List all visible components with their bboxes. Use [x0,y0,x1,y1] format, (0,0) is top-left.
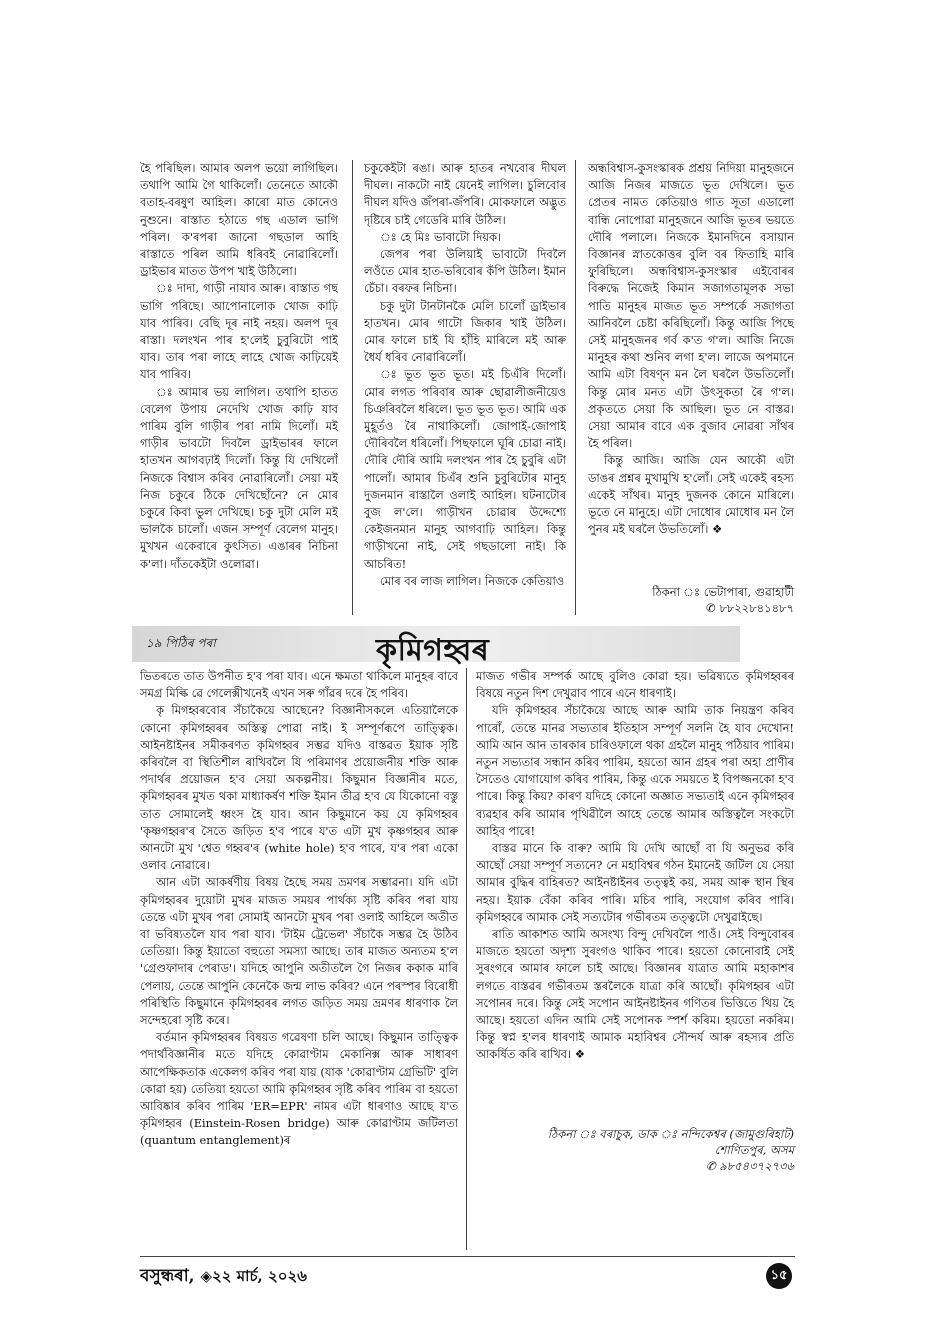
continued-from-label: ১৯ পিঠিৰ পৰা [146,636,216,650]
story2-column-1 [140,668,458,1248]
paragraph: অন্ধবিশ্বাস-কুসংস্কাৰক প্ৰশ্ৰয় নিদিয়া মানুহজনে আজি নিজৰ মাজতে ভূত দেখিলে। ভূত প্ৰেতৰ নামত কেতিয়াও গাত সূতা এডালো বান্ধি নোপোৱা মানুহজনে আজি ভূতৰ ভয়তে দৌৰি পলালে। নিজকে ইমানদিনে বসায়ান বিজ্ঞানৰ স্নাতকোত্তৰ বুলি বৰ ফিতাহি মাৰি ফুৰিছিলে। অন্ধবিশ্বাস-কুসংস্কাৰ এইবোৰৰ বিৰুদ্ধে নিজেই কিমান সজাগতামূলক সভা পাতি মানুহৰ মাজত ভূত সম্পৰ্কে সজাগতা আনিবলৈ চেষ্টা কৰিছিলোঁ। কিন্তু আজি পিছে সেই মানুহজনৰ গৰ্ব ক'ত গ'ল। আজি নিজে মানুহৰ কথা শুনিব লগা হ'ল। লাজে অপমানে আমি এটা বিষণ্ন মন লৈ ঘৰলৈ উভতিলোঁ। কিন্তু মোৰ মনত এটা উৎসুকতা ৰৈ গ'ল। প্ৰকৃততে সেয়া কি আছিল। ভূত নে বাস্তৱ। সেয়া আমাৰ বাবে এক বুজাব নোৱৰা সাঁথৰ হৈ পৰিল। [588,161,794,451]
paragraph: ভিতৰতে তাত উপনীত হ'ব পৰা যাব। এনে ক্ষমতা থাকিলে মানুহৰ বাবে সমগ্ৰ মিল্কি ৱে গেলেক্সীখনেই এখন সৰু গাঁৱৰ দৰে হৈ পৰিব। [140,669,458,701]
address-line: ঠিকনা ঃ বৰাচুক, ডাক ঃ নন্দিকেশ্বৰ (জামুগুৰিহাট) [547,1127,794,1141]
paragraph: চকুকেইটা ৰঙা। আৰু হাতৰ নখবোৰ দীঘল দীঘল। নাকটো নাই যেনেই লাগিল। চুলিবোৰ দীঘল যদিও জঁপৰা-জঁপৰি। মোকফালে অদ্ভুত দৃষ্টিৰে চাই গেডেৰি মাৰি উঠিল। [364,161,566,227]
article-title: কৃমিগহ্বৰ [376,633,490,668]
story2-author-address [480,1126,794,1174]
story1-column-1 [140,160,338,610]
paragraph: বাস্তৱ মানে কি বাৰু? আমি যি দেখি আছোঁ বা যি অনুভৱ কৰি আছোঁ সেয়া সম্পূৰ্ণ সত্যনে? নে মহাবিশ্বৰ গঠন ইমানেই জটিল যে সেয়া আমাৰ বুদ্ধিৰ বাহিৰত? আইনষ্টাইনৰ তত্ত্বই কয়, সময় আৰু স্থান স্থিৰ নহয়। ইয়াক বেঁকা কৰিব পাৰি। মচিব পাৰি, সংযোগ কৰিব পাৰি। কৃমিগহ্বৰে আমাক সেই সত্যটোৰ গভীৰতম তত্ত্বটো দেখুৱাইছে। [476,841,794,924]
paragraph: বৰ্তমান কৃমিগহ্বৰৰ বিষয়ত গৱেষণা চলি আছে। কিছুমান তাত্ত্বিক পদাৰ্থবিজ্ঞানীৰ মতে যদিহে কোৱাণ্টাম মেকানিক্স আৰু সাধাৰণ আপেক্ষিকতাক একেলগ কৰিব পৰা যায় (যাক 'কোৱাণ্টাম গ্ৰেভিটি' বুলি কোৱা হয়) তেতিয়া হয়তো আমি কৃমিগহ্বৰ সৃষ্টি কৰিব পাৰিম বা হয়তো আবিষ্কাৰ কৰিব পাৰিম 'ER=EPR' নামৰ এটা ধাৰণাও আছে য'ত কৃমিগহ্বৰ (Einstein-Rosen bridge) আৰু কোৱাণ্টাম জটিলতা (quantum entanglement)ৰ [140,1030,458,1148]
paragraph: ৰাতি আকাশত আমি অসংখ্য বিন্দু দেখিবলৈ পাওঁ। সেই বিন্দুবোৰৰ মাজতে হয়তো অদৃশ্য সুৰংগও থাকিব পাৰে। হয়তো কোনোবাই সেই সুৰংগৰে আমাৰ ফালে চাই আছে। বিজ্ঞানৰ যাত্ৰাত আমি মহাকাশৰ লগতে বাস্তৱৰ গভীৰতম স্তৰলৈকে যাত্ৰা কৰি আছোঁ। কৃমিগহ্বৰ এটা সপোনৰ দৰে। কিন্তু সেই সপোন আইনষ্টাইনৰ গণিতৰ ভিত্তিতে থিয় হৈ আছে। হয়তো এদিন আমি সেই সপোনক স্পৰ্শ কৰিম। হয়তো নকৰিম। কিন্তু স্বপ্ন হ'লৰ ধাৰণাই আমাক মহাবিশ্বৰ সৌন্দৰ্য আৰু ৰহস্যৰ প্ৰতি আকৰ্ষিত কৰি ৰাখিব। ❖ [476,927,794,1062]
paragraph: হৈ পৰিছিল। আমাৰ অলপ ভয়ো লাগিছিল। তথাপি আমি গৈ থাকিলোঁ। তেনেতে আকৌ বতাহ-বৰষুণ আহিল। কাৰো মাত কোনেও নুশুনে। ৰাস্তাত হঠাতে গছ এডাল ভাগি পৰিল। ক'ৰপৰা জানো গছডাল আহি ৰাস্তাতে পৰিল আমি ধৰিবই নোৱাৰিলোঁ। ড্ৰাইভাৰ মাতত উপপ খাই উঠিলো। [140,161,338,279]
story1-author-address [590,584,794,616]
paragraph: মোৰ বৰ লাজ লাগিল। নিজকে কেতিয়াও [380,573,565,588]
paragraph: ঃ আমাৰ ভয় লাগিল। তথাপি হাতত বেলেগ উপায় নেদেখি খোজ কাঢ়ি যাব পাৰিম বুলি গাড়ীৰ পৰা নামি দিলোঁ। মই গাড়ীৰ ভাবটো দিবলৈ ড্ৰাইভাৰৰ ফালে হাতখন আগবঢ়াই দিলোঁ। কিন্তু যি দেখিলোঁ নিজকে বিশ্বাস কৰিব নোৱাৰিলোঁ। সেয়া মই নিজ চকুৰে ঠিকে দেখিছোঁনে? নে মোৰ চকুৰে কিবা ভুল দেখিছে। চকু দুটা মেলি মই ভালকৈ চালোঁ। এজন সম্পূৰ্ণ বেলেগ মানুহ। মুখখন একেবাৰে কুৎসিত। এঙাৰৰ নিচিনা ক'লা। দাঁতকেইটা ওলোৱা। [140,384,338,571]
address-line: ঠিকনা ঃ ভেটাপাৰা, গুৱাহাটী [652,585,794,599]
story2-column-2 [476,668,794,1118]
magazine-name: বসুন্ধৰা, [140,1266,195,1286]
column-divider [466,668,467,1250]
footer-masthead [140,1263,307,1291]
phone-number: ✆ ৯৮৫৪৩৭২৭৩৬ [705,1159,794,1173]
paragraph: আন এটা আকৰ্ষণীয় বিষয় হৈছে সময় ভ্ৰমণৰ সম্ভাৱনা। যদি এটা কৃমিগহ্বৰৰ দুয়োটা মুখৰ মাজত সময়ৰ পাৰ্থক্য সৃষ্টি কৰিব পৰা যায় তেন্তে এটা মুখৰ পৰা সোমাই আনটো মুখৰ পৰা ওলাই আহিলে অতীত বা ভবিষ্যতলৈ যাব পৰা যাব। 'টাইম ট্ৰেভেল' সঁচাকৈ সম্ভৱ হৈ উঠিব তেতিয়া। কিন্তু ইয়াতো বহুতো সমস্যা আছে। তাৰ মাজত অন্যতম হ'ল 'গ্ৰেণ্ডফাদাৰ পেৰাড'। যদিহে আপুনি অতীতলৈ গৈ নিজৰ ককাক মাৰি পেলায়, তেন্তে আপুনি কেনেকৈ জন্ম লাভ কৰিব? এনে পৰস্পৰ বিৰোধী পৰিস্থিতি কিছুমানে কৃমিগহ্বৰৰ লগত জড়িত সময় ভ্ৰমণৰ ধাৰণাক লৈ সন্দেহৰো সৃষ্টি কৰে। [140,875,458,1028]
column-divider [352,160,353,615]
paragraph: ঃ ভূত ভূত ভূত। মই চিএঁৰি দিলোঁ। মোৰ লগত পৰিবাৰ আৰু ছোৱালীজনীয়েও চিঞৰিবলৈ ধৰিলে। ভূত ভূত ভূত। আমি এক মুহূৰ্তও ৰৈ নাথাকিলোঁ। জোপাই-জোপাই দৌৰিবলৈ ধৰিলোঁ। পিছফালে ঘূৰি চোৱা নাই। দৌৰি দৌৰি আমি দলংখন পাৰ হৈ চুবুৰি এটা পালোঁ। আমাৰ চিএঁৰ শুনি চুবুৰিটোৰ মানুহ দুজনমান ৰাস্তালৈ ওলাই আহিল। ঘটনাটোৰ বুজ ল'লে। গাড়ীখন চোৱাৰ উদ্দেশ্যে কেইজনমান মানুহ আগবাঢ়ি আহিল। কিন্তু গাড়ীখনো নাই, সেই গছডালো নাই। কি আচৰিত! [364,367,566,571]
paragraph: ঃ হে মিঃ ভাবাটো দিয়ক। [380,229,501,244]
paragraph: মাজত গভীৰ সম্পৰ্ক আছে বুলিও কোৱা হয়। ভৱিষ্যতে কৃমিগহ্বৰৰ বিষয়ে নতুন দিশ দেখুৱাব পাৰে এনে ধাৰণাই। [476,669,794,701]
paragraph: জেপৰ পৰা উলিয়াই ভাবাটো দিবলৈ লওঁতে মোৰ হাত-ভৰিবোৰ কঁপি উঠিল। ইমান চেঁচা। বৰফৰ নিচিনা। [364,247,566,296]
story1-column-2 [364,160,566,620]
column-divider [575,160,576,615]
paragraph: কিন্তু আজি। আজি যেন আকৌ এটা ডাঙৰ প্ৰশ্নৰ মুখামুখি হ'লোঁ। সেই একেই ৰহস্য একেই সাঁথৰ। মানুহ দুজনক কোনে মাৰিলে। ভূতে নে মানুহে। এটা দোধোৰ মোধোৰ মন লৈ পুনৰ মই ঘৰলৈ উভতিলোঁ। ❖ [588,453,794,537]
paragraph: চকু দুটা টানটানকৈ মেলি চালোঁ ড্ৰাইভাৰ হাতখন। মোৰ গাটো জিকাৰ খাই উঠিল। মোৰ ফালে চাই যি হাঁহি মাৰিলে মই আৰু ধৈৰ্য ধৰিব নোৱাৰিলোঁ। [364,298,566,365]
footer-rule [140,1256,795,1257]
address-line: শোণিতপুৰ, অসম [714,1143,794,1157]
paragraph: যদি কৃমিগহ্বৰ সঁচাকৈয়ে আছে আৰু আমি তাক নিয়ন্ত্ৰণ কৰিব পাৰোঁ, তেন্তে মানৱ সভ্যতাৰ ইতিহাস সম্পূৰ্ণ সলনি হৈ যাব দেখোন! আমি আন আন তাৰকাৰ চাৰিওফালে থকা গ্ৰহলৈ মানুহ পঠিয়াব পাৰিম। নতুন সভ্যতাৰ সন্ধান কৰিব পাৰিম, হয়তো আন গ্ৰহৰ পৰা অহা প্ৰাণীৰ সৈতেও যোগাযোগ কৰিব পাৰিম, কিন্তু একে সময়তে ই বিপজ্জনকো হ'ব পাৰে। কিন্তু কিয়? কাৰণ যদিহে কোনো অজ্ঞাত সভ্যতাই এনে কৃমিগহ্বৰ ব্যৱহাৰ কৰি আমাৰ পৃথিৱীলৈ আহে তেন্তে আমাৰ অস্তিত্বলৈ সংকটো আহিব পাৰে! [476,703,794,838]
paragraph: ঃ দাদা, গাড়ী নাযাব আৰু। ৰাস্তাত গছ ভাগি পৰিছে। আপোনালোক খোজ কাঢ়ি যাব পাৰিব। বেছি দূৰ নাই নহয়। অলপ দূৰ ৰাস্তা। দলংখন পাৰ হ'লেই চুবুৰিটো পাই যাব। তাৰ পৰা লাহে লাহে খোজ কাঢ়িয়েই যাব পাৰিব। [140,281,338,382]
issue-date: ◈২২ মাৰ্চ, ২০২৬ [200,1267,307,1285]
page-number: ১৫ [766,1263,792,1289]
phone-number: ✆ ৮৮২২৮৪১৪৮৭ [706,601,794,615]
article-banner [132,626,740,668]
story1-column-3 [588,160,794,570]
paragraph: কৃ মিগহ্বৰবোৰ সঁচাকৈয়ে আছেনে? বিজ্ঞানীসকলে এতিয়ালৈকে কোনো কৃমিগহ্বৰৰ অস্তিত্ব পোৱা নাই। ই সম্পূৰ্ণৰূপে তাত্ত্বিক। আইনষ্টাইনৰ সমীকৰণত কৃমিগহ্বৰ সম্ভৱ যদিও বাস্তৱত ইয়াক সৃষ্টি কৰিবলৈ বা স্থিতিশীল ৰাখিবলৈ যি পৰিমাণৰ প্ৰয়োজনীয় শক্তি আৰু পদাৰ্থৰ প্ৰয়োজন হ'ব সেয়া অকল্পনীয়। কিছুমান বিজ্ঞানীৰ মতে, কৃমিগহ্বৰৰ মুখত থকা মাধ্যাকৰ্ষণ শক্তি ইমান তীব্ৰ হ'ব যে যিকোনো বস্তু তাত সোমালেই ধ্বংস হৈ যাব। আন কিছুমানে কয় যে কৃমিগহ্বৰ 'কৃষ্ণগহ্বৰ'ৰ সৈতে জড়িত হ'ব পাৰে য'ত এটা মুখ কৃষ্ণগহ্বৰ আৰু আনটো মুখ 'শ্বেত গহ্বৰ'ৰ (white hole) হ'ব পাৰে, য'ৰ পৰা একো ওলাব নোৱাৰে। [140,703,458,873]
